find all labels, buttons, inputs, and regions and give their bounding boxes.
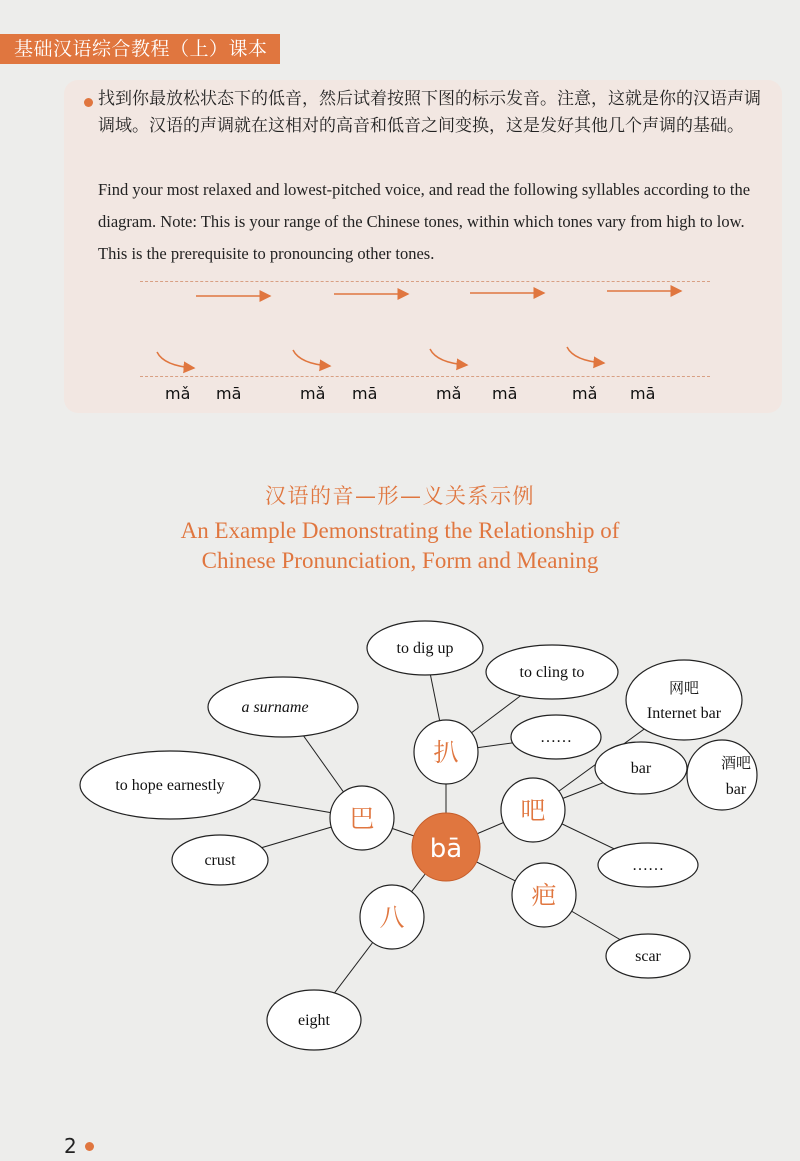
meaning-crust: crust xyxy=(204,852,236,869)
syllable: mǎ xyxy=(165,384,191,403)
syllable: mā xyxy=(216,384,242,403)
meaning-eight: eight xyxy=(298,1012,330,1029)
meaning-dig-up: to dig up xyxy=(396,640,454,657)
syllable: mā xyxy=(630,384,656,403)
syllable: mǎ xyxy=(572,384,598,403)
section-title-english-line1: An Example Demonstrating the Relationship of xyxy=(180,518,620,543)
book-title-banner: 基础汉语综合教程（上）课本 xyxy=(0,34,280,64)
meaning-hope: to hope earnestly xyxy=(115,777,225,794)
page-dot-icon xyxy=(85,1142,94,1151)
syllable: mā xyxy=(492,384,518,403)
syllable: mā xyxy=(352,384,378,403)
syllable: mǎ xyxy=(300,384,326,403)
ellipse-internet-bar xyxy=(626,660,742,740)
instruction-english: Find your most relaxed and lowest-pitched voice, and read the following syllables according to the diagram. Note: This is your range of the Chinese tones, within which tones vary from high to low. This is the prerequisite to pronouncing other tones. xyxy=(98,180,751,263)
char-ba-scar: 疤 xyxy=(531,881,557,910)
char-pa: 扒 xyxy=(433,738,459,767)
meaning-wangba-cn: 网吧 xyxy=(668,679,700,697)
meaning-cling: to cling to xyxy=(519,664,585,681)
meaning-internet-bar: Internet bar xyxy=(646,705,722,722)
instruction-chinese: 找到你最放松状态下的低音，然后试着按照下图的标示发音。注意，这就是你的汉语声调调域。汉语的声调就在这相对的高音和低音之间变换，这是发好其他几个声调的基础。 xyxy=(98,89,761,136)
char-ba-bar: 巴 xyxy=(349,804,375,833)
page-number: 2 xyxy=(64,1134,77,1158)
meaning-bar: bar xyxy=(630,760,652,777)
meaning-scar: scar xyxy=(635,948,661,965)
meaning-jiuba-en: bar xyxy=(725,781,747,798)
syllable: mǎ xyxy=(436,384,462,403)
meaning-surname: a surname xyxy=(241,699,309,716)
ellipse-jiuba xyxy=(687,740,757,810)
meaning-ellipsis-2: …… xyxy=(632,857,664,874)
section-title-chinese: 汉语的音—形—义关系示例 xyxy=(265,484,535,508)
char-ba-eight: 八 xyxy=(379,903,405,932)
meaning-jiuba-cn: 酒吧 xyxy=(720,754,752,772)
char-ba-particle: 吧 xyxy=(520,796,546,825)
center-syllable: bā xyxy=(429,834,463,864)
section-title-english-line2: Chinese Pronunciation, Form and Meaning xyxy=(201,548,599,573)
meaning-ellipsis-1: …… xyxy=(540,729,572,746)
